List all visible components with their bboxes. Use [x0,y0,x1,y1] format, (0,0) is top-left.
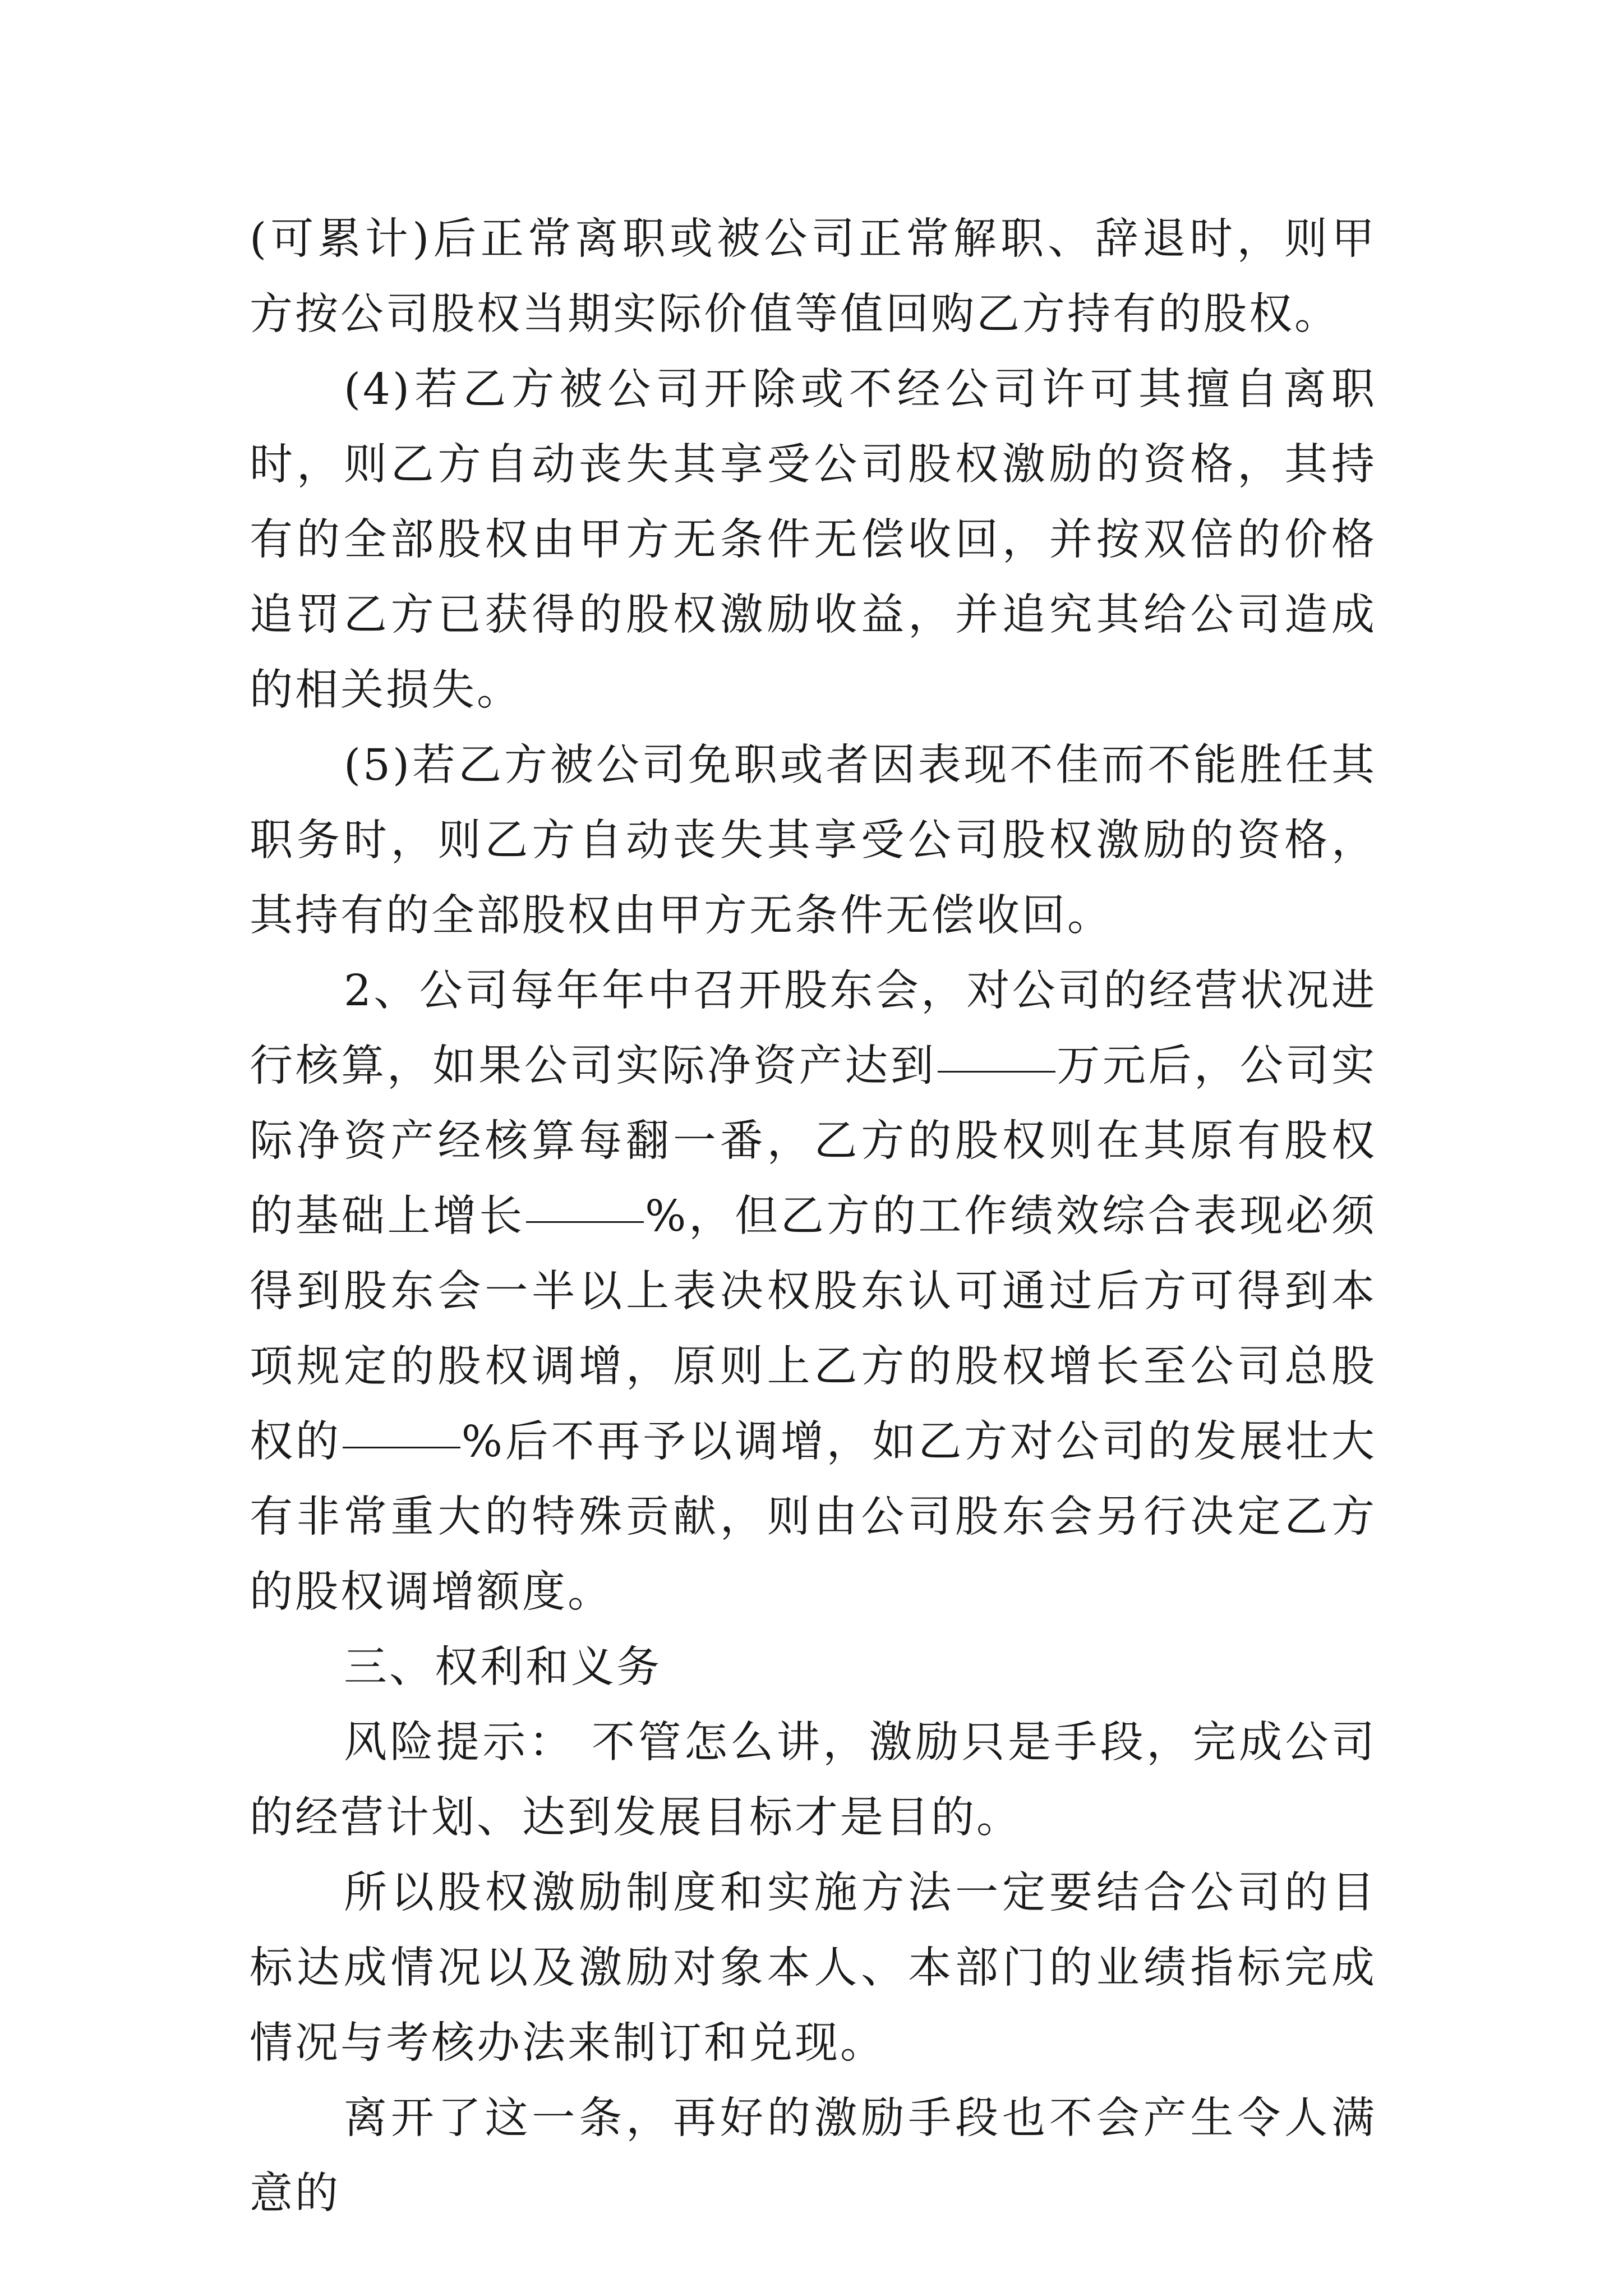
paragraph-equity-adjustment [250,954,1377,1630]
paragraph-text: %，但乙方的工作绩效综合表现必须得到股东会一半以上表决权股东认可通过后方可得到本项规定的股权调增，原则上乙方的股权增长至公司总股权的 [250,1191,1377,1467]
paragraph-text: (4)若乙方被公司开除或不经公司许可其擅自离职时，则乙方自动丧失其享受公司股权激励的资格，其持有的全部股权由甲方无条件无偿收回，并按双倍的价格追罚乙方已获得的股权激励收益，并追究其给公司造成的相关损失。 [250,365,1377,715]
paragraph-buyback-clause [250,202,1377,352]
paragraph-dismissal-clause [250,352,1377,728]
paragraph-continuation [250,2081,1377,2231]
paragraph-incentive-method [250,1856,1377,2081]
paragraph-text: 风险提示： 不管怎么讲，激励只是手段，完成公司的经营计划、达到发展目标才是目的。 [250,1718,1377,1843]
paragraph-text: (可累计)后正常离职或被公司正常解职、辞退时，则甲方按公司股权当期实际价值等值回购乙方持有的股权。 [250,214,1377,339]
paragraph-text: 万元后，公司实际净资产经核算每翻一番，乙方的股权则在其原有股权的基础上增长 [250,1041,1377,1241]
document-body [250,202,1377,2231]
paragraph-text: 2、公司每年年中召开股东会，对公司的经营状况进行核算，如果公司实际净资产达到 [250,966,1377,1091]
paragraph-risk-notice [250,1705,1377,1856]
fill-in-blank-cap-percent [343,1446,460,1448]
fill-in-blank-net-assets [938,1070,1055,1073]
paragraph-text: %后不再予以调增，如乙方对公司的发展壮大有非常重大的特殊贡献，则由公司股东会另行决定乙方的股权调增额度。 [250,1417,1377,1617]
paragraph-text: (5)若乙方被公司免职或者因表现不佳而不能胜任其职务时，则乙方自动丧失其享受公司股权激励的资格，其持有的全部股权由甲方无条件无偿收回。 [250,740,1377,941]
paragraph-text: 所以股权激励制度和实施方法一定要结合公司的目标达成情况以及激励对象本人、本部门的业绩指标完成情况与考核办法来制订和兑现。 [250,1868,1377,2068]
fill-in-blank-growth-percent [526,1220,644,1223]
heading-text: 三、权利和义务 [344,1642,662,1692]
section-heading-rights-obligations [250,1630,1377,1705]
paragraph-text: 离开了这一条，再好的激励手段也不会产生令人满意的 [250,2093,1377,2219]
paragraph-removal-clause [250,728,1377,954]
